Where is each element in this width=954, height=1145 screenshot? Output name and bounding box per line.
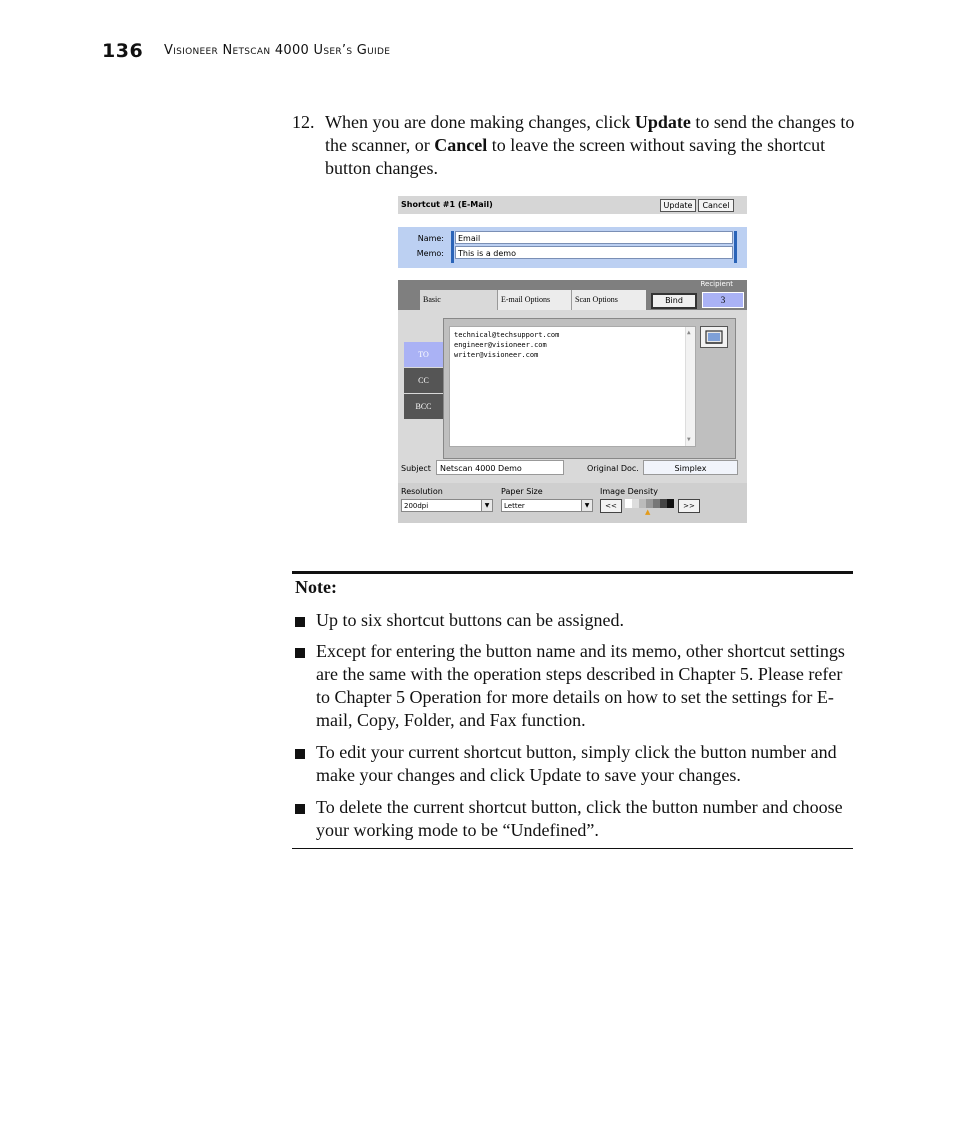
shortcut-title-bar [398, 196, 747, 214]
recipient-line: engineer@visioneer.com [454, 341, 547, 349]
cc-button[interactable]: CC [404, 368, 443, 393]
paper-size-value: Letter [504, 502, 525, 510]
chevron-down-icon: ▼ [581, 500, 592, 511]
bcc-button[interactable]: BCC [404, 394, 443, 419]
recipient-textbox[interactable] [449, 326, 696, 447]
recipient-count: 3 [702, 292, 744, 308]
image-density-label: Image Density [600, 487, 659, 496]
note-bullet [295, 741, 850, 787]
shortcut-title: Shortcut #1 (E-Mail) [401, 200, 493, 209]
shortcut-settings-screenshot [398, 196, 747, 523]
resolution-select[interactable] [401, 499, 493, 512]
subject-label: Subject [401, 464, 431, 473]
memo-label: Memo: [416, 249, 444, 258]
bullet-square-icon [295, 804, 305, 814]
tab-email-options[interactable]: E-mail Options [497, 290, 571, 310]
name-field[interactable]: Email [455, 231, 733, 244]
update-button[interactable]: Update [660, 199, 696, 212]
recipient-label: Recipient [700, 280, 733, 288]
note-heading: Note: [295, 577, 337, 597]
bullet-square-icon [295, 617, 305, 627]
cancel-term: Cancel [434, 135, 488, 155]
note-top-rule [292, 571, 853, 574]
name-label: Name: [417, 234, 444, 243]
recipient-line: writer@visioneer.com [454, 351, 539, 359]
paper-size-label: Paper Size [501, 487, 543, 496]
original-doc-label: Original Doc. [587, 464, 639, 473]
step-number: 12. [292, 112, 315, 132]
note-bullet-text: Up to six shortcut buttons can be assigned. [316, 610, 624, 630]
tab-basic[interactable]: Basic [420, 290, 497, 310]
subject-field[interactable]: Netscan 4000 Demo [436, 460, 564, 475]
density-increase-button[interactable]: >> [678, 499, 700, 513]
running-header [102, 40, 391, 62]
chevron-down-icon: ▼ [481, 500, 492, 511]
email-settings-panel [398, 280, 747, 523]
panel-divider [451, 231, 454, 263]
recipient-line: technical@techsupport.com [454, 331, 560, 339]
panel-divider [734, 231, 737, 263]
resolution-label: Resolution [401, 487, 443, 496]
density-decrease-button[interactable]: << [600, 499, 622, 513]
tab-scan-options[interactable]: Scan Options [571, 290, 646, 310]
bullet-square-icon [295, 648, 305, 658]
tab-strip [398, 280, 747, 310]
memo-field[interactable]: This is a demo [455, 246, 733, 259]
recipient-area [443, 318, 736, 459]
step-12 [292, 111, 862, 180]
scrollbar[interactable] [685, 327, 695, 446]
step-text: When you are done making changes, click Update to send the changes to the scanner, or Cancel to leave the screen without saving the shortcut button changes. [325, 112, 855, 178]
resolution-value: 200dpi [404, 502, 429, 510]
page-number: 136 [102, 40, 144, 62]
address-book-icon [701, 327, 727, 347]
scroll-down-icon[interactable]: ▼ [687, 436, 691, 443]
name-memo-panel [398, 227, 747, 268]
book-title: Visioneer Netscan 4000 User’s Guide [164, 43, 391, 58]
scroll-up-icon[interactable]: ▲ [687, 329, 691, 336]
update-term: Update [634, 112, 691, 132]
note-bullet [295, 796, 850, 842]
note-bullet [295, 609, 850, 632]
note-bullet [295, 640, 850, 732]
to-button[interactable]: TO [404, 342, 443, 367]
paper-size-select[interactable] [501, 499, 593, 512]
note-bullet-text: To delete the current shortcut button, click the button number and choose your working mode to be “Undefined”. [316, 797, 843, 840]
scan-settings-row [398, 483, 747, 523]
density-indicator-icon: ▲ [645, 508, 651, 516]
note-bottom-rule [292, 848, 853, 849]
cancel-button[interactable]: Cancel [698, 199, 734, 212]
bind-button[interactable]: Bind [651, 293, 697, 309]
density-scale [625, 499, 675, 508]
note-bullet-text: Except for entering the button name and its memo, other shortcut settings are the same with the operation steps described in Chapter 5. Please refer to Chapter 5 Operation for more details on how to set the settings for E-mail, Copy, Folder, and Fax function. [316, 641, 845, 730]
address-book-button[interactable] [700, 326, 728, 348]
original-doc-field[interactable]: Simplex [643, 460, 738, 475]
bullet-square-icon [295, 749, 305, 759]
note-bullet-text: To edit your current shortcut button, simply click the button number and make your changes and click Update to save your changes. [316, 742, 837, 785]
